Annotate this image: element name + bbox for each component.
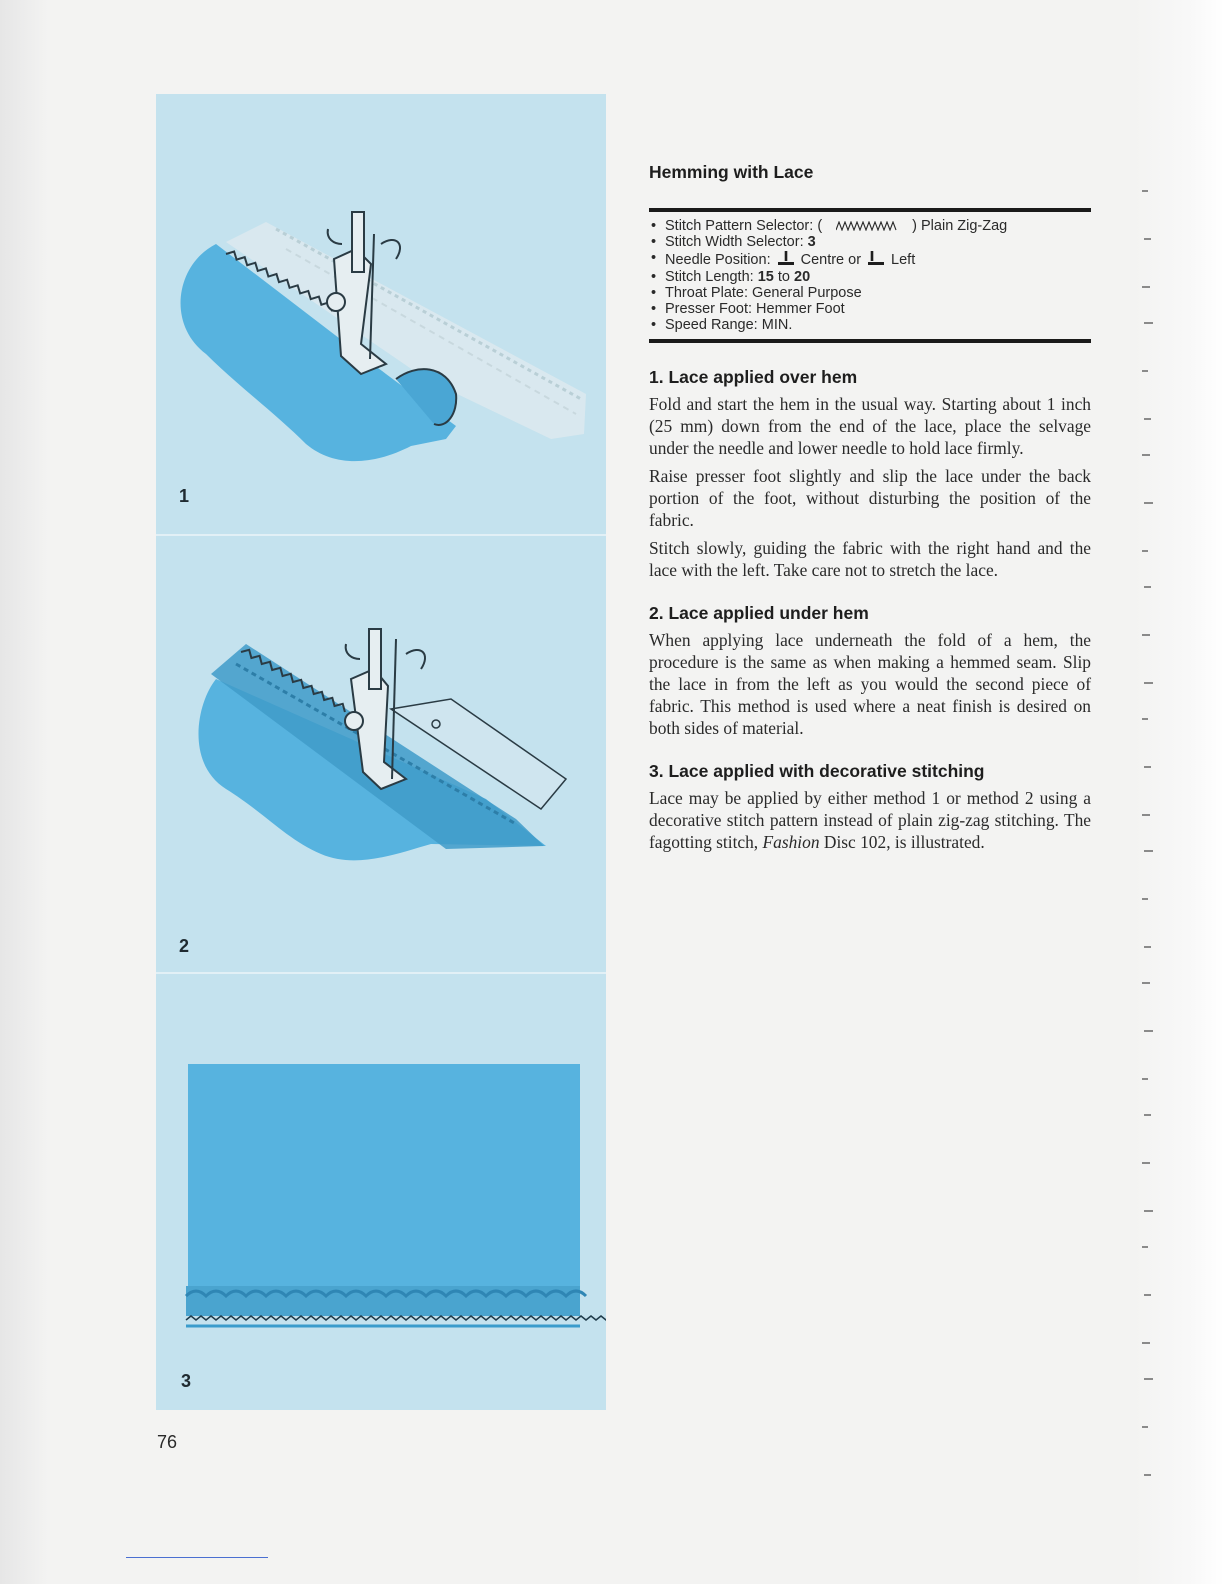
figure-number-3: 3	[181, 1371, 192, 1391]
machine-settings-list	[649, 218, 1091, 333]
settings-bottom-rule	[649, 339, 1091, 343]
thumb-index-tick	[1142, 550, 1148, 552]
method-2-paragraph-1: When applying lace underneath the fold of a hem, the procedure is the same as when making a hemmed seam. Slip the lace in from the left as you would the second piece of fabric. This method is used where a neat finish is desired on both sides of material.	[649, 630, 1091, 739]
setting-needle-position: • Needle Position: Centre or Left	[649, 250, 1091, 268]
settings-top-rule	[649, 208, 1091, 212]
method-1-paragraph-1: Fold and start the hem in the usual way. Starting about 1 inch (25 mm) down from the end of the lace, place the selvage under the needle and lower needle to hold lace firmly.	[649, 394, 1091, 459]
thumb-index-tick	[1144, 1030, 1153, 1032]
setting-throat-plate: • Throat Plate: General Purpose	[649, 285, 1091, 301]
fabric-shape	[188, 1064, 580, 1294]
thumb-index-tick	[1142, 634, 1150, 636]
thumb-index-tick	[1144, 1210, 1153, 1212]
method-1-heading: 1. Lace applied over hem	[649, 367, 858, 388]
thumb-index-tick	[1142, 1078, 1148, 1080]
thumb-index-tick	[1144, 502, 1153, 504]
method-2-heading: 2. Lace applied under hem	[649, 603, 869, 624]
thumb-index-tick	[1144, 850, 1153, 852]
needle-centre-icon	[777, 250, 795, 266]
thumb-index-tick	[1144, 1294, 1151, 1296]
thumb-index-tick	[1142, 1246, 1148, 1248]
zigzag-pattern-icon	[836, 221, 898, 231]
thumb-index-tick	[1142, 982, 1150, 984]
thumb-index-tick	[1144, 1378, 1153, 1380]
thumb-index-tick	[1144, 1474, 1151, 1476]
thumb-index-tick	[1142, 454, 1150, 456]
thumb-index-tick	[1142, 1342, 1150, 1344]
fagotting-stitch	[186, 1316, 606, 1320]
page-number: 76	[157, 1432, 178, 1452]
figure-number-2: 2	[179, 936, 190, 956]
thumb-index-tick	[1142, 1162, 1150, 1164]
thumb-index-tick	[1142, 370, 1148, 372]
thumb-index-tick	[1144, 946, 1151, 948]
thumb-index-tick	[1142, 814, 1150, 816]
page-edge-shadow-left	[0, 0, 48, 1584]
thumb-index-tick	[1142, 898, 1148, 900]
thumb-index-marks	[1136, 190, 1176, 1540]
figure-1-illustration	[156, 94, 606, 534]
setting-speed-range: • Speed Range: MIN.	[649, 317, 1091, 333]
setting-presser-foot: • Presser Foot: Hemmer Foot	[649, 301, 1091, 317]
thumb-index-tick	[1144, 586, 1151, 588]
section-title: Hemming with Lace	[649, 162, 814, 182]
thumb-index-tick	[1142, 286, 1150, 288]
method-3-heading: 3. Lace applied with decorative stitching	[649, 761, 985, 782]
thumb-index-tick	[1144, 322, 1153, 324]
method-1-paragraph-2: Raise presser foot slightly and slip the lace under the back portion of the foot, without disturbing the position of the fabric.	[649, 466, 1091, 531]
needle-left-icon	[867, 250, 885, 266]
thumb-index-tick	[1142, 718, 1148, 720]
illustration-panel	[156, 94, 606, 1410]
setting-stitch-width: • Stitch Width Selector: 3	[649, 234, 1091, 250]
thumb-index-tick	[1144, 238, 1151, 240]
instructions-column	[649, 160, 1091, 853]
bottom-underline	[126, 1557, 268, 1558]
thumb-index-tick	[1142, 190, 1148, 192]
setting-stitch-length: • Stitch Length: 15 to 20	[649, 269, 1091, 285]
method-1-paragraph-3: Stitch slowly, guiding the fabric with the right hand and the lace with the left. Take care not to stretch the lace.	[649, 538, 1091, 581]
method-3-paragraph-1: Lace may be applied by either method 1 or method 2 using a decorative stitch pattern instead of plain zig-zag stitching. The fagotting stitch, Fashion Disc 102, is illustrated.	[649, 788, 1091, 853]
figure-number-1: 1	[179, 486, 190, 506]
figure-3-illustration	[156, 974, 606, 1410]
figure-2-illustration	[156, 534, 606, 974]
thumb-index-tick	[1144, 418, 1151, 420]
setting-stitch-pattern: • Stitch Pattern Selector: ( ) Plain Zig-Zag	[649, 218, 1091, 234]
thumb-index-tick	[1144, 1114, 1151, 1116]
thumb-index-tick	[1144, 766, 1151, 768]
thumb-index-tick	[1142, 1426, 1148, 1428]
thumb-index-tick	[1144, 682, 1153, 684]
